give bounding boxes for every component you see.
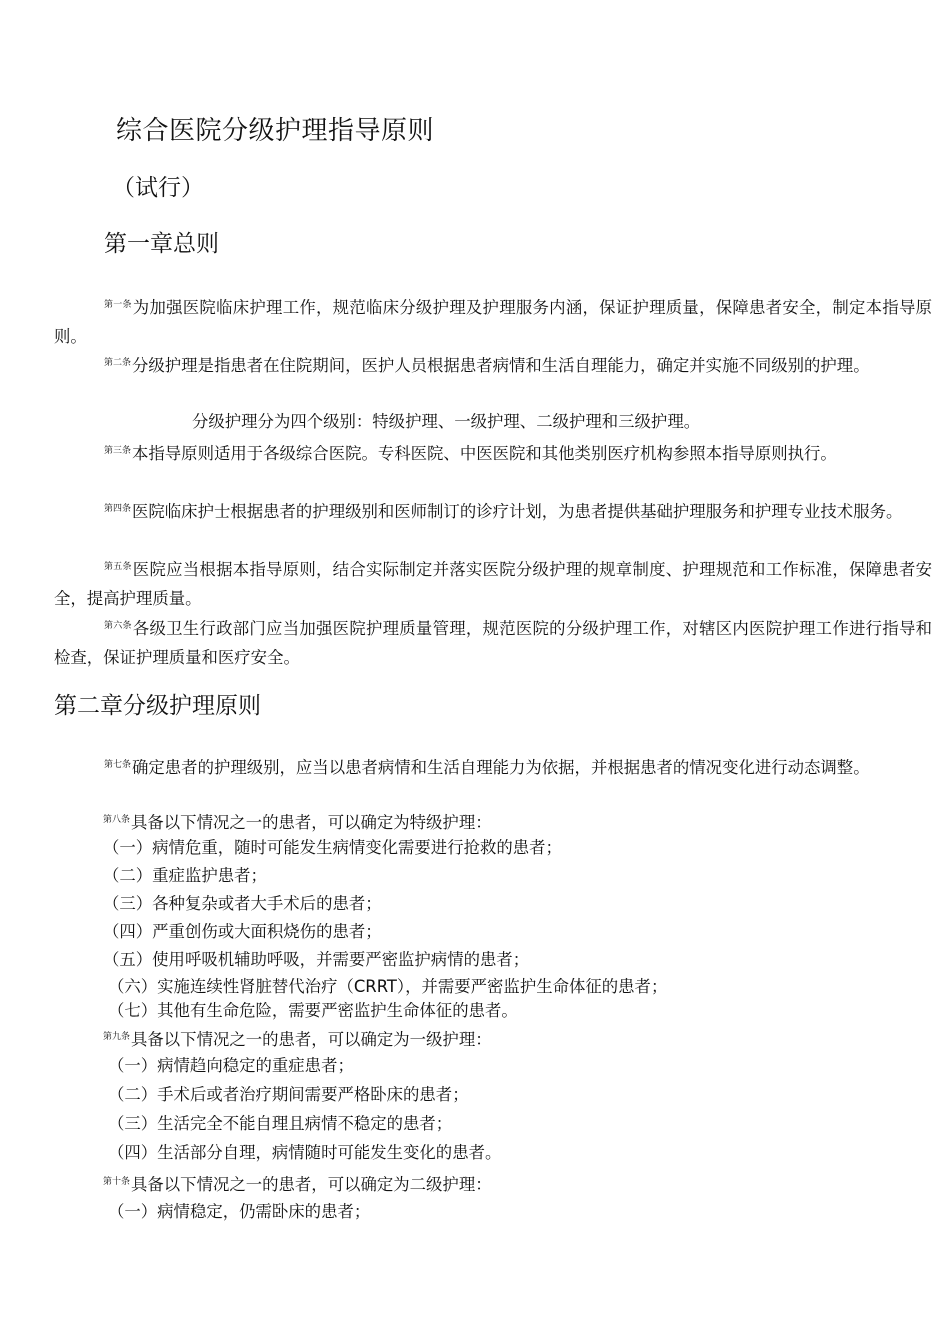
nursing-levels-line: 分级护理分为四个级别：特级护理、一级护理、二级护理和三级护理。: [192, 412, 701, 431]
article-4: [54, 495, 932, 526]
article-6-text: 各级卫生行政部门应当加强医院护理质量管理，规范医院的分级护理工作，对辖区内医院护理工作进行指导和检查，保证护理质量和医疗安全。: [54, 619, 932, 667]
article-8: [103, 806, 492, 837]
document-subtitle: （试行）: [112, 175, 204, 201]
article-8-item-1: （一）病情危重，随时可能发生病情变化需要进行抢救的患者；: [103, 838, 562, 857]
article-8-item-2: （二）重症监护患者；: [103, 866, 267, 885]
article-7: [54, 751, 932, 782]
article-4-text: 医院临床护士根据患者的护理级别和医师制订的诊疗计划，为患者提供基础护理服务和护理专业技术服务。: [132, 502, 903, 521]
article-8-text: 具备以下情况之一的患者，可以确定为特级护理：: [131, 813, 492, 832]
article-10: [103, 1168, 492, 1199]
chapter-2-heading: 第二章分级护理原则: [54, 693, 261, 719]
article-7-text: 确定患者的护理级别，应当以患者病情和生活自理能力为依据，并根据患者的情况变化进行动态调整。: [132, 758, 870, 777]
article-1: [54, 291, 932, 351]
article-9-item-4: （四）生活部分自理，病情随时可能发生变化的患者。: [108, 1143, 502, 1162]
article-9-tag: 第九条: [103, 1032, 131, 1042]
article-8-item-3: （三）各种复杂或者大手术后的患者；: [103, 894, 382, 913]
article-4-tag: 第四条: [104, 504, 132, 514]
article-1-tag: 第一条: [104, 300, 132, 310]
article-2-text: 分级护理是指患者在住院期间，医护人员根据患者病情和生活自理能力，确定并实施不同级别的护理。: [132, 356, 870, 375]
article-8-tag: 第八条: [103, 815, 131, 825]
article-3-tag: 第三条: [104, 446, 132, 456]
article-6-tag: 第六条: [104, 621, 132, 631]
article-5-tag: 第五条: [104, 562, 132, 572]
article-8-item-4: （四）严重创伤或大面积烧伤的患者；: [103, 922, 382, 941]
article-9-item-3: （三）生活完全不能自理且病情不稳定的患者；: [108, 1114, 453, 1133]
chapter-1-heading: 第一章总则: [104, 231, 219, 257]
article-8-item-5: （五）使用呼吸机辅助呼吸，并需要严密监护病情的患者；: [103, 950, 530, 969]
article-9-item-1: （一）病情趋向稳定的重症患者；: [108, 1056, 354, 1075]
article-5-text: 医院应当根据本指导原则，结合实际制定并落实医院分级护理的规章制度、护理规范和工作标准，保障患者安全，提高护理质量。: [54, 560, 932, 608]
article-8-item-7: （七）其他有生命危险，需要严密监护生命体征的患者。: [108, 1001, 518, 1020]
article-9-item-2: （二）手术后或者治疗期间需要严格卧床的患者；: [108, 1085, 469, 1104]
article-3: [54, 437, 932, 468]
article-10-tag: 第十条: [103, 1177, 131, 1187]
article-9-text: 具备以下情况之一的患者，可以确定为一级护理：: [131, 1030, 492, 1049]
article-1-text: 为加强医院临床护理工作，规范临床分级护理及护理服务内涵，保证护理质量，保障患者安全，制定本指导原则。: [54, 298, 932, 346]
article-6: [54, 612, 932, 672]
article-9: [103, 1023, 492, 1054]
article-8-item-6: （六）实施连续性肾脏替代治疗（CRRT），并需要严密监护生命体征的患者；: [108, 977, 668, 996]
document-title: 综合医院分级护理指导原则: [116, 116, 435, 146]
article-10-item-1: （一）病情稳定，仍需卧床的患者；: [108, 1202, 371, 1221]
article-7-tag: 第七条: [104, 760, 132, 770]
article-5: [54, 553, 932, 613]
article-2-tag: 第二条: [104, 358, 132, 368]
article-3-text: 本指导原则适用于各级综合医院。专科医院、中医医院和其他类别医疗机构参照本指导原则执行。: [132, 444, 837, 463]
article-10-text: 具备以下情况之一的患者，可以确定为二级护理：: [131, 1175, 492, 1194]
article-2: [54, 349, 932, 380]
